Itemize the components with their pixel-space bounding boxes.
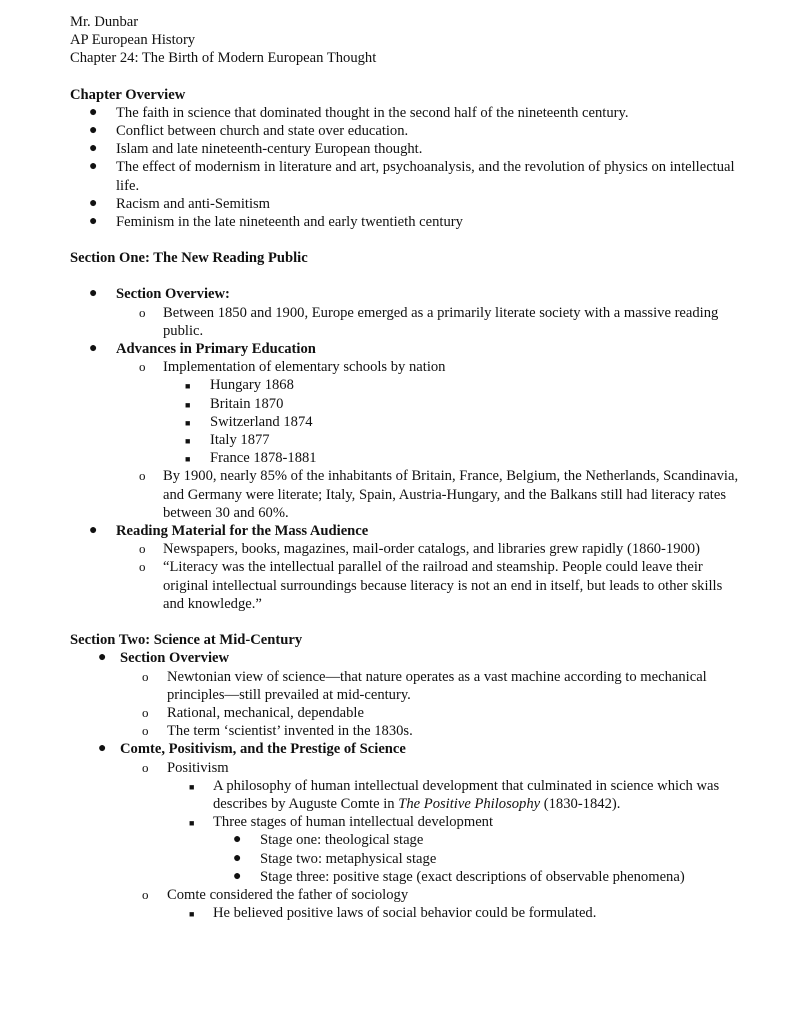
sub-item: o Newtonian view of science—that nature operates as a vast machine according to mechanical principles—still prevailed at mid-century.	[142, 668, 707, 703]
bullet-disc-icon: ●	[89, 104, 98, 120]
sub-item: o By 1900, nearly 85% of the inhabitants of Britain, France, Belgium, the Netherlands, Scandinavia, and Germany were literate; Italy, Spain, Austria-Hungary, and the Balkans still had literacy rates between 30 and 60%.	[139, 468, 739, 521]
section-two-list	[70, 649, 740, 922]
bullet-disc-icon: ●	[89, 195, 98, 211]
bullet-circle-icon: o	[142, 723, 149, 739]
sub-item: o Implementation of elementary schools by nation	[139, 359, 446, 376]
sociology-detail: ■ He believed positive laws of social behavior could be formulated.	[70, 904, 740, 922]
section-overview-item: ● Section Overview	[98, 650, 230, 667]
nation-item: ■ Switzerland 1874	[70, 413, 740, 431]
bullet-square-icon: ■	[189, 909, 195, 920]
spacer	[70, 267, 740, 285]
stages-item: ■ Three stages of human intellectual development	[70, 813, 740, 831]
spacer	[70, 613, 740, 631]
bullet-disc-icon: ●	[89, 123, 98, 139]
bullet-circle-icon: o	[139, 468, 146, 484]
nation-item: ■ Britain 1870	[70, 395, 740, 413]
book-title: The Positive Philosophy	[398, 795, 541, 812]
bullet-circle-icon: o	[139, 541, 146, 557]
bullet-circle-icon: o	[142, 886, 149, 902]
bullet-disc-icon: ●	[233, 868, 242, 884]
nation-item: ■ Italy 1877	[70, 431, 740, 449]
bullet-circle-icon: o	[142, 704, 149, 720]
overview-item: ● Islam and late nineteenth-century European thought.	[89, 141, 423, 158]
reading-material-item: ● Reading Material for the Mass Audience	[89, 523, 369, 540]
nation-item: ■ Hungary 1868	[70, 376, 740, 394]
bullet-disc-icon: ●	[233, 850, 242, 866]
bullet-square-icon: ■	[189, 818, 195, 829]
bullet-circle-icon: o	[142, 668, 149, 684]
bullet-circle-icon: o	[139, 559, 146, 575]
sub-item: o Comte considered the father of sociology	[142, 886, 409, 903]
bullet-square-icon: ■	[185, 381, 191, 392]
bullet-square-icon: ■	[185, 417, 191, 428]
bullet-disc-icon: ●	[98, 650, 107, 666]
stage-item: ● Stage two: metaphysical stage	[233, 850, 437, 867]
overview-item: ● Conflict between church and state over education.	[89, 123, 409, 140]
overview-item: ● Feminism in the late nineteenth and early twentieth century	[89, 214, 463, 231]
bullet-square-icon: ■	[185, 436, 191, 447]
bullet-disc-icon: ●	[89, 214, 98, 230]
bullet-disc-icon: ●	[89, 523, 98, 539]
comte-item: ● Comte, Positivism, and the Prestige of Science	[98, 741, 406, 758]
bullet-square-icon: ■	[189, 781, 195, 792]
bullet-circle-icon: o	[139, 359, 146, 375]
sub-item: o Between 1850 and 1900, Europe emerged as a primarily literate society with a massive reading public.	[139, 304, 719, 339]
course-name: AP European History	[70, 32, 196, 49]
bullet-circle-icon: o	[142, 759, 149, 775]
stage-item: ● Stage one: theological stage	[233, 832, 424, 849]
section-overview-item: ● Section Overview:	[89, 286, 230, 303]
sub-item: o Positivism	[142, 759, 229, 776]
document-page	[70, 13, 740, 922]
bullet-square-icon: ■	[185, 454, 191, 465]
sub-item: o Rational, mechanical, dependable	[142, 704, 364, 721]
overview-item: ● Racism and anti-Semitism	[89, 195, 271, 212]
spacer	[70, 231, 740, 249]
sub-item: o The term ‘scientist’ invented in the 1830s.	[142, 723, 413, 740]
education-item: ● Advances in Primary Education	[89, 341, 316, 358]
bullet-disc-icon: ●	[89, 141, 98, 157]
chapter-overview-heading: Chapter Overview	[70, 86, 186, 103]
section-one-heading: Section One: The New Reading Public	[70, 250, 308, 267]
stage-item: ● Stage three: positive stage (exact descriptions of observable phenomena)	[233, 868, 685, 885]
section-two-heading: Section Two: Science at Mid-Century	[70, 632, 303, 649]
sub-item: o Newspapers, books, magazines, mail-order catalogs, and libraries grew rapidly (1860-1900)	[139, 541, 700, 558]
bullet-disc-icon: ●	[89, 286, 98, 302]
sub-item: o “Literacy was the intellectual parallel of the railroad and steamship. People could leave their original intellectual surroundings because literacy is not an end in itself, but leads to other skills and knowledge.”	[139, 559, 723, 612]
bullet-disc-icon: ●	[233, 832, 242, 848]
spacer	[70, 68, 740, 86]
teacher-name: Mr. Dunbar	[70, 14, 139, 30]
bullet-disc-icon: ●	[89, 159, 98, 175]
bullet-disc-icon: ●	[98, 741, 107, 757]
bullet-circle-icon: o	[139, 304, 146, 320]
bullet-square-icon: ■	[185, 399, 191, 410]
overview-item: ● The effect of modernism in literature and art, psychoanalysis, and the revolution of physics on intellectual life.	[89, 159, 735, 194]
chapter-title: Chapter 24: The Birth of Modern European Thought	[70, 50, 377, 67]
nation-item: ■ France 1878-1881	[70, 449, 740, 467]
overview-item: ● The faith in science that dominated thought in the second half of the nineteenth century.	[89, 104, 629, 121]
positivism-definition: ■ A philosophy of human intellectual development that culminated in science which was describes by Auguste Comte in The Positive Philosophy (1830-1842).	[189, 777, 720, 812]
bullet-disc-icon: ●	[89, 341, 98, 357]
